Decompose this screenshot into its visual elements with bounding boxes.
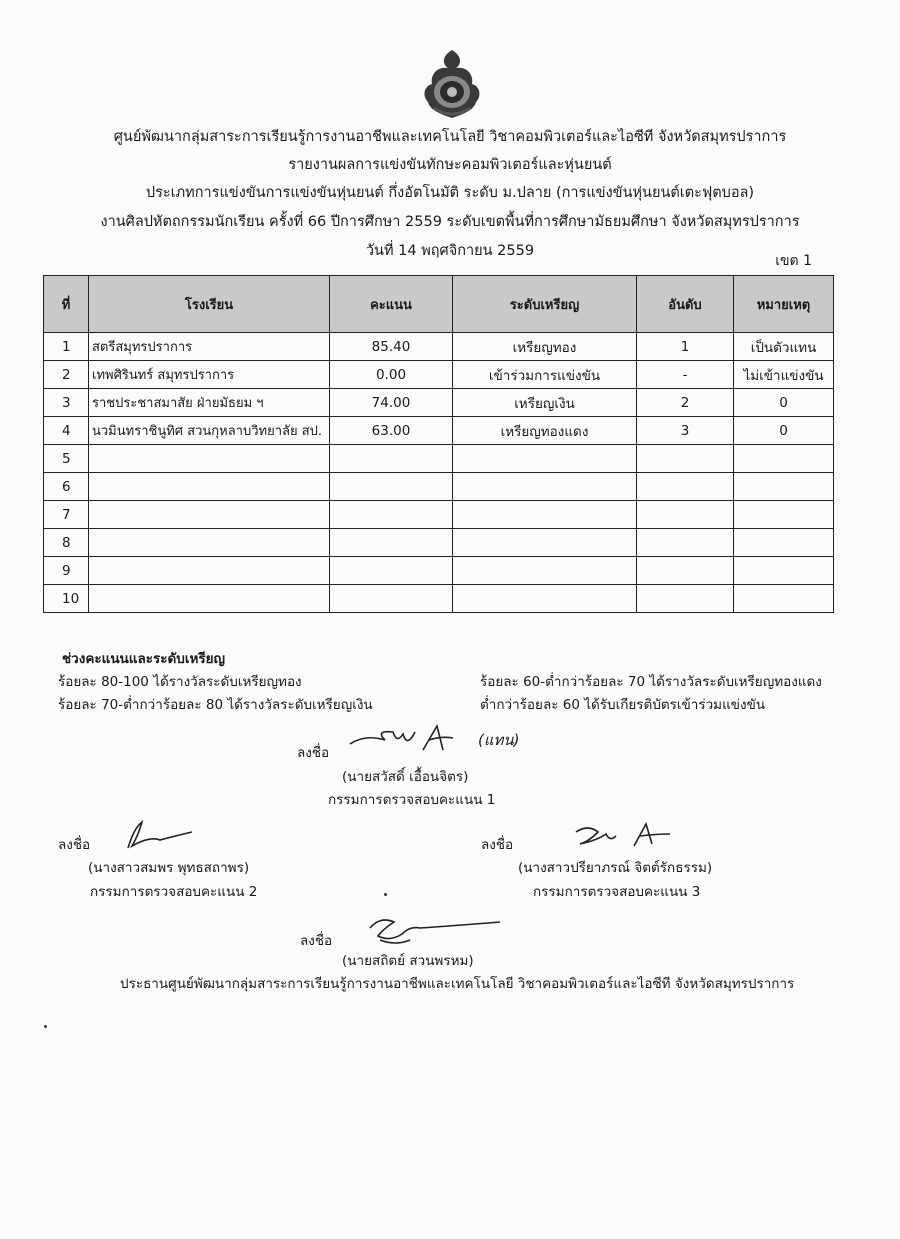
table-header-row	[44, 276, 834, 333]
cell-school: สตรีสมุทรปราการ	[89, 333, 330, 361]
cell-score	[330, 529, 453, 557]
cell-no: 3	[44, 389, 89, 417]
cell-medal	[453, 585, 637, 613]
header-line-2: รายงานผลการแข่งขันทักษะคอมพิวเตอร์และหุ่นยนต์	[288, 157, 612, 173]
cell-medal	[453, 529, 637, 557]
cell-medal	[453, 501, 637, 529]
judge1-sign-label: ลงชื่อ	[297, 745, 330, 761]
chair-sign-label: ลงชื่อ	[300, 933, 333, 949]
cell-rank	[637, 585, 734, 613]
judge2-name: (นางสาวสมพร พุทธสถาพร)	[88, 860, 250, 876]
cell-school	[89, 501, 330, 529]
judge2-sign-label: ลงชื่อ	[58, 837, 91, 853]
table-row	[44, 389, 834, 417]
cell-remark	[734, 585, 834, 613]
judge3-signature	[570, 820, 680, 850]
scan-speck	[384, 893, 387, 896]
cell-school	[89, 529, 330, 557]
cell-rank	[637, 529, 734, 557]
criteria-silver: ร้อยละ 70-ต่ำกว่าร้อยละ 80 ได้รางวัลระดับเหรียญเงิน	[58, 697, 373, 713]
cell-score: 74.00	[330, 389, 453, 417]
cell-rank: 1	[637, 333, 734, 361]
criteria-bronze: ร้อยละ 60-ต่ำกว่าร้อยละ 70 ได้รางวัลระดับเหรียญทองแดง	[480, 674, 822, 690]
cell-score	[330, 557, 453, 585]
cell-score: 63.00	[330, 417, 453, 445]
cell-medal: เหรียญเงิน	[453, 389, 637, 417]
table-row	[44, 501, 834, 529]
cell-rank: 2	[637, 389, 734, 417]
header-school: โรงเรียน	[89, 276, 330, 333]
cell-rank	[637, 473, 734, 501]
header-remark: หมายเหตุ	[734, 276, 834, 333]
chair-signature	[360, 906, 510, 946]
cell-medal: เหรียญทอง	[453, 333, 637, 361]
cell-school: เทพศิรินทร์ สมุทรปราการ	[89, 361, 330, 389]
judge3-sign-label: ลงชื่อ	[481, 837, 514, 853]
criteria-gold: ร้อยละ 80-100 ได้รางวัลระดับเหรียญทอง	[58, 674, 302, 690]
cell-no: 10	[44, 585, 89, 613]
cell-rank	[637, 501, 734, 529]
cell-school	[89, 445, 330, 473]
cell-medal	[453, 557, 637, 585]
cell-score: 0.00	[330, 361, 453, 389]
cell-medal: เหรียญทองแดง	[453, 417, 637, 445]
header-line-3: ประเภทการแข่งขันการแข่งขันหุ่นยนต์ กึ่งอัตโนมัติ ระดับ ม.ปลาย (การแข่งขันหุ่นยนต์เตะฟุตบอล)	[145, 185, 755, 201]
judge1-name: (นายสวัสดิ์ เอื้อนจิตร)	[342, 769, 469, 785]
cell-rank: -	[637, 361, 734, 389]
judge1-signature	[345, 722, 475, 756]
criteria-participation: ต่ำกว่าร้อยละ 60 ได้รับเกียรติบัตรเข้าร่วมแข่งขัน	[480, 697, 766, 713]
cell-no: 2	[44, 361, 89, 389]
criteria-title: ช่วงคะแนนและระดับเหรียญ	[62, 651, 226, 667]
table-row	[44, 529, 834, 557]
judge1-annotation: (แทน)	[478, 731, 520, 749]
cell-school: นวมินทราชินูทิศ สวนกุหลาบวิทยาลัย สป.	[89, 417, 330, 445]
table-row	[44, 473, 834, 501]
judge3-role: กรรมการตรวจสอบคะแนน 3	[533, 884, 701, 900]
chair-role: ประธานศูนย์พัฒนากลุ่มสาระการเรียนรู้การงานอาชีพและเทคโนโลยี วิชาคอมพิวเตอร์และไอซีที จังหวัดสมุทรปราการ	[120, 976, 795, 992]
header-score: คะแนน	[330, 276, 453, 333]
emblem-icon	[420, 48, 484, 120]
header-line-4: งานศิลปหัตถกรรมนักเรียน ครั้งที่ 66 ปีการศึกษา 2559 ระดับเขตพื้นที่การศึกษามัธยมศึกษา จังหวัดสมุทรปราการ	[100, 214, 800, 230]
header-medal: ระดับเหรียญ	[453, 276, 637, 333]
cell-no: 7	[44, 501, 89, 529]
table-row	[44, 557, 834, 585]
cell-school	[89, 557, 330, 585]
results-table	[43, 275, 834, 613]
cell-rank	[637, 557, 734, 585]
judge2-role: กรรมการตรวจสอบคะแนน 2	[90, 884, 258, 900]
cell-no: 9	[44, 557, 89, 585]
cell-school	[89, 585, 330, 613]
judge2-signature	[120, 818, 200, 852]
cell-no: 8	[44, 529, 89, 557]
header-line-1: ศูนย์พัฒนากลุ่มสาระการเรียนรู้การงานอาชีพและเทคโนโลยี วิชาคอมพิวเตอร์และไอซีที จังหวัดสมุทรปราการ	[113, 129, 787, 145]
zone-label: เขต 1	[775, 253, 812, 269]
cell-no: 5	[44, 445, 89, 473]
cell-medal: เข้าร่วมการแข่งขัน	[453, 361, 637, 389]
cell-no: 4	[44, 417, 89, 445]
cell-score	[330, 445, 453, 473]
cell-rank	[637, 445, 734, 473]
cell-rank: 3	[637, 417, 734, 445]
cell-no: 6	[44, 473, 89, 501]
table-row	[44, 585, 834, 613]
cell-school	[89, 473, 330, 501]
chair-name: (นายสถิตย์ สวนพรหม)	[342, 953, 474, 969]
cell-score: 85.40	[330, 333, 453, 361]
cell-school: ราชประชาสมาสัย ฝ่ายมัธยม ฯ	[89, 389, 330, 417]
table-row	[44, 361, 834, 389]
cell-remark: 0	[734, 389, 834, 417]
table-row	[44, 445, 834, 473]
cell-remark: เป็นตัวแทน	[734, 333, 834, 361]
cell-remark	[734, 473, 834, 501]
header-date: วันที่ 14 พฤศจิกายน 2559	[365, 243, 535, 259]
judge3-name: (นางสาวปรียาภรณ์ จิตต์รักธรรม)	[518, 860, 713, 876]
judge1-role: กรรมการตรวจสอบคะแนน 1	[328, 792, 496, 808]
cell-medal	[453, 445, 637, 473]
header-no: ที่	[44, 276, 89, 333]
cell-remark	[734, 557, 834, 585]
cell-score	[330, 585, 453, 613]
cell-remark	[734, 445, 834, 473]
table-row	[44, 417, 834, 445]
cell-no: 1	[44, 333, 89, 361]
scan-speck	[44, 1025, 47, 1028]
cell-remark: ไม่เข้าแข่งขัน	[734, 361, 834, 389]
cell-score	[330, 501, 453, 529]
cell-remark	[734, 501, 834, 529]
cell-remark	[734, 529, 834, 557]
table-row	[44, 333, 834, 361]
cell-medal	[453, 473, 637, 501]
cell-score	[330, 473, 453, 501]
header-rank: อันดับ	[637, 276, 734, 333]
cell-remark: 0	[734, 417, 834, 445]
